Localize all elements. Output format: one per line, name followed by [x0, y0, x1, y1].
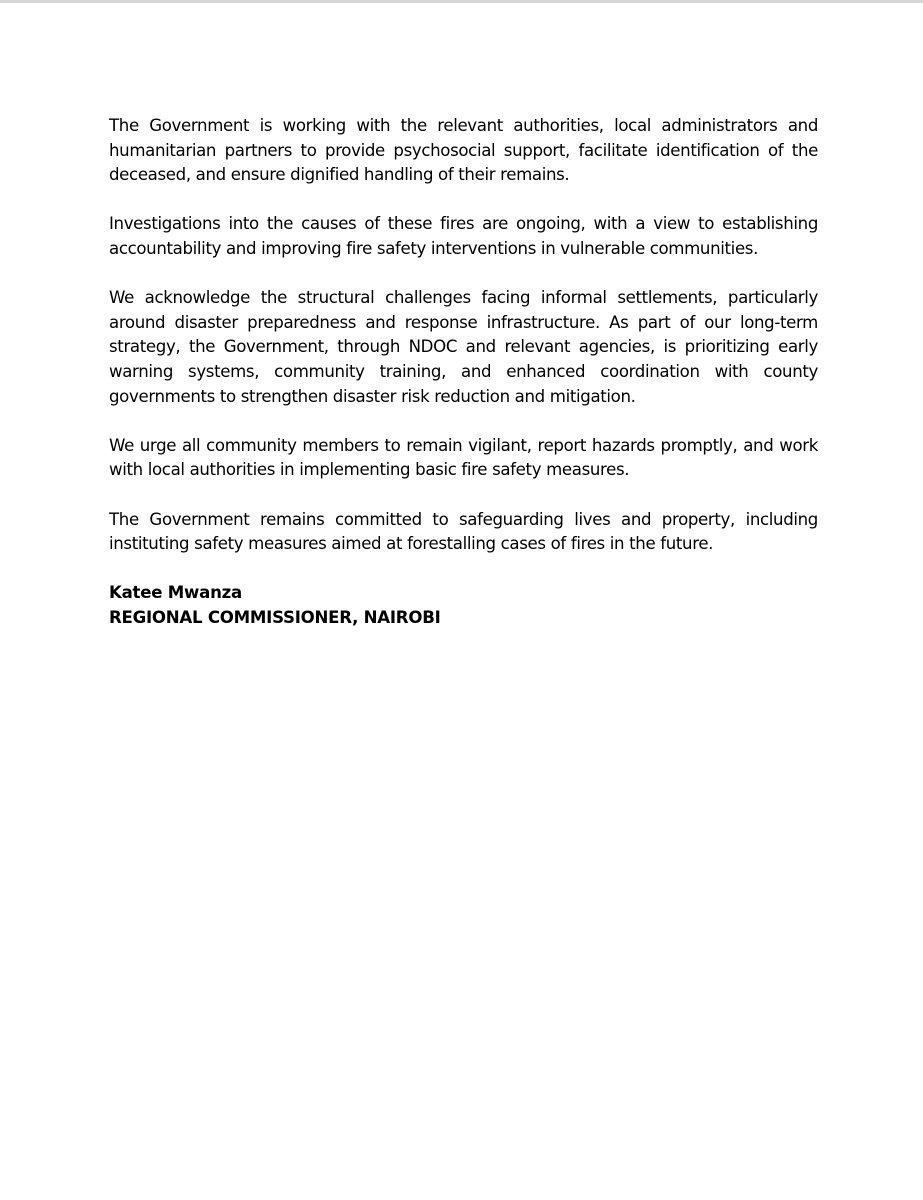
signatory-title: REGIONAL COMMISSIONER, NAIROBI — [109, 607, 441, 627]
signature-block — [109, 581, 818, 630]
paragraph-structural-challenges: We acknowledge the structural challenges facing informal settlements, particularly around disaster preparedness and response infrastructure. As part of our long-term strategy, the Government, through NDOC and relevant agencies, is prioritizing early warning systems, community training, and enhanced coordination with county governments to strengthen disaster risk reduction and mitigation. — [109, 288, 818, 406]
signatory-name: Katee Mwanza — [109, 583, 242, 603]
document-body — [109, 114, 818, 630]
paragraph-commitment: The Government remains committed to safeguarding lives and property, including instituting safety measures aimed at forestalling cases of fires in the future. — [109, 509, 818, 554]
paragraph-support: The Government is working with the relevant authorities, local administrators and humanitarian partners to provide psychosocial support, facilitate identification of the deceased, and ensure dignified handling of their remains. — [109, 116, 818, 185]
paragraph-investigations: Investigations into the causes of these fires are ongoing, with a view to establishing accountability and improving fire safety interventions in vulnerable communities. — [109, 214, 818, 258]
top-border — [0, 0, 923, 3]
paragraph-community-urge: We urge all community members to remain vigilant, report hazards promptly, and work with local authorities in implementing basic fire safety measures. — [109, 435, 818, 480]
